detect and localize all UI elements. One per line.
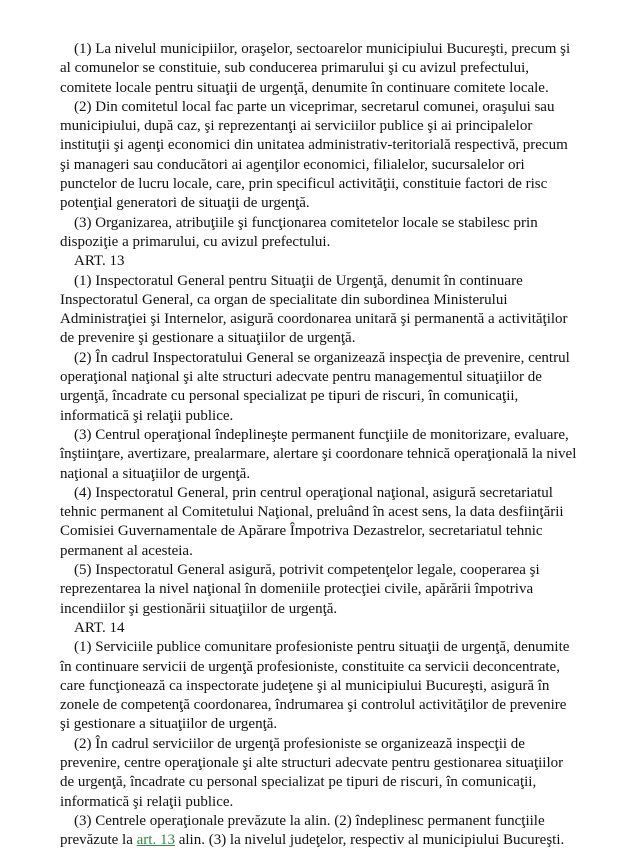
art14-paragraph-3-text-after: alin. (3) la nivelul judeţelor, respectiv al municipiului Bucureşti. (174, 832, 565, 849)
art14-heading: ART. 14 (74, 619, 125, 636)
art14-paragraph-2: (2) În cadrul serviciilor de urgenţă profesioniste se organizează inspecţii de prevenire, centre operaţionale şi alte structuri adecvate pentru gestionarea situaţiilor de urgenţă, încadrate cu personal specializat pe tipuri de riscuri, în comunicaţii, informatică şi relaţii publice. (60, 735, 564, 810)
art13-paragraph-4: (4) Inspectoratul General, prin centrul operaţional naţional, asigură secretariatul tehnic permanent al Comitetului Naţional, preluând în acest sens, la data desfiinţării Comisiei Guvernamentale de Apărare Împotriva Dezastrelor, secretariatul tehnic permanent al acesteia. (60, 484, 564, 559)
art13-paragraph-1: (1) Inspectoratul General pentru Situaţii de Urgenţă, denumit în continuare Inspectoratul General, ca organ de specialitate din subordinea Ministerului Administraţiei şi Internelor, asigură coordonarea unitară şi permanentă a activităţilor de prevenire şi gestionare a situaţiilor de urgenţă. (60, 272, 568, 347)
art13-heading: ART. 13 (74, 253, 125, 270)
art12-paragraph-1: (1) La nivelul municipiilor, oraşelor, sectoarelor municipiului Bucureşti, precum şi al comunelor se constituie, sub conducerea primarului şi cu avizul prefectului, comitete locale pentru situaţii de urgenţă, denumite în continuare comitete locale. (60, 41, 571, 96)
art13-paragraph-5: (5) Inspectoratul General asigură, potrivit competenţelor legale, cooperarea şi reprezentarea la nivel naţional în domeniile protecţiei civile, apărării împotriva incendiilor şi gestionării situaţiilor de urgenţă. (60, 562, 540, 617)
art12-paragraph-3: (3) Organizarea, atribuţiile şi funcţionarea comitetelor locale se stabilesc prin dispoziţie a primarului, cu avizul prefectului. (60, 214, 538, 250)
art13-paragraph-3: (3) Centrul operaţional îndeplineşte permanent funcţiile de monitorizare, evaluare, înştiinţare, avertizare, prealarmare, alertare şi coordonare tehnică operaţională la nivel naţional a situaţiilor de urgenţă. (60, 426, 577, 482)
art14-paragraph-1: (1) Serviciile publice comunitare profesioniste pentru situaţii de urgenţă, denumite în continuare servicii de urgenţă profesioniste, constituite ca servicii deconcentrate, care funcţionează ca inspectorate judeţene şi al municipiului Bucureşti, asigură în zonele de competenţă coordonarea, îndrumarea şi controlul activităţilor de prevenire şi gestionare a situaţiilor de urgenţă. (60, 639, 570, 733)
art14-paragraph-3 (60, 812, 580, 850)
art12-paragraph-2: (2) Din comitetul local fac parte un viceprimar, secretarul comunei, oraşului sau municipiului, după caz, şi reprezentanţi ai serviciilor publice şi ai principalelor instituţii şi agenţi economici din unitatea administrativ-teritorială respectivă, precum şi manageri sau conducători ai agenţilor economici, filialelor, sucursalelor ori punctelor de lucru locale, care, prin specificul activităţii, constituie factori de risc potenţial generatori de situaţii de urgenţă. (60, 98, 568, 212)
document-page (60, 40, 580, 850)
art14-paragraph-3-text-before: (3) Centrele operaţionale prevăzute la alin. (2) îndeplinesc permanent funcţiile prevăzute la (60, 812, 545, 849)
art13-reference-link[interactable]: art. 13 (136, 832, 175, 849)
art13-paragraph-2: (2) În cadrul Inspectoratului General se organizează inspecţia de prevenire, centrul operaţional naţional şi alte structuri adecvate pentru managementul situaţiilor de urgenţă, încadrate cu personal specializat pe tipuri de riscuri, în comunicaţii, informatică şi relaţii publice. (60, 349, 570, 424)
